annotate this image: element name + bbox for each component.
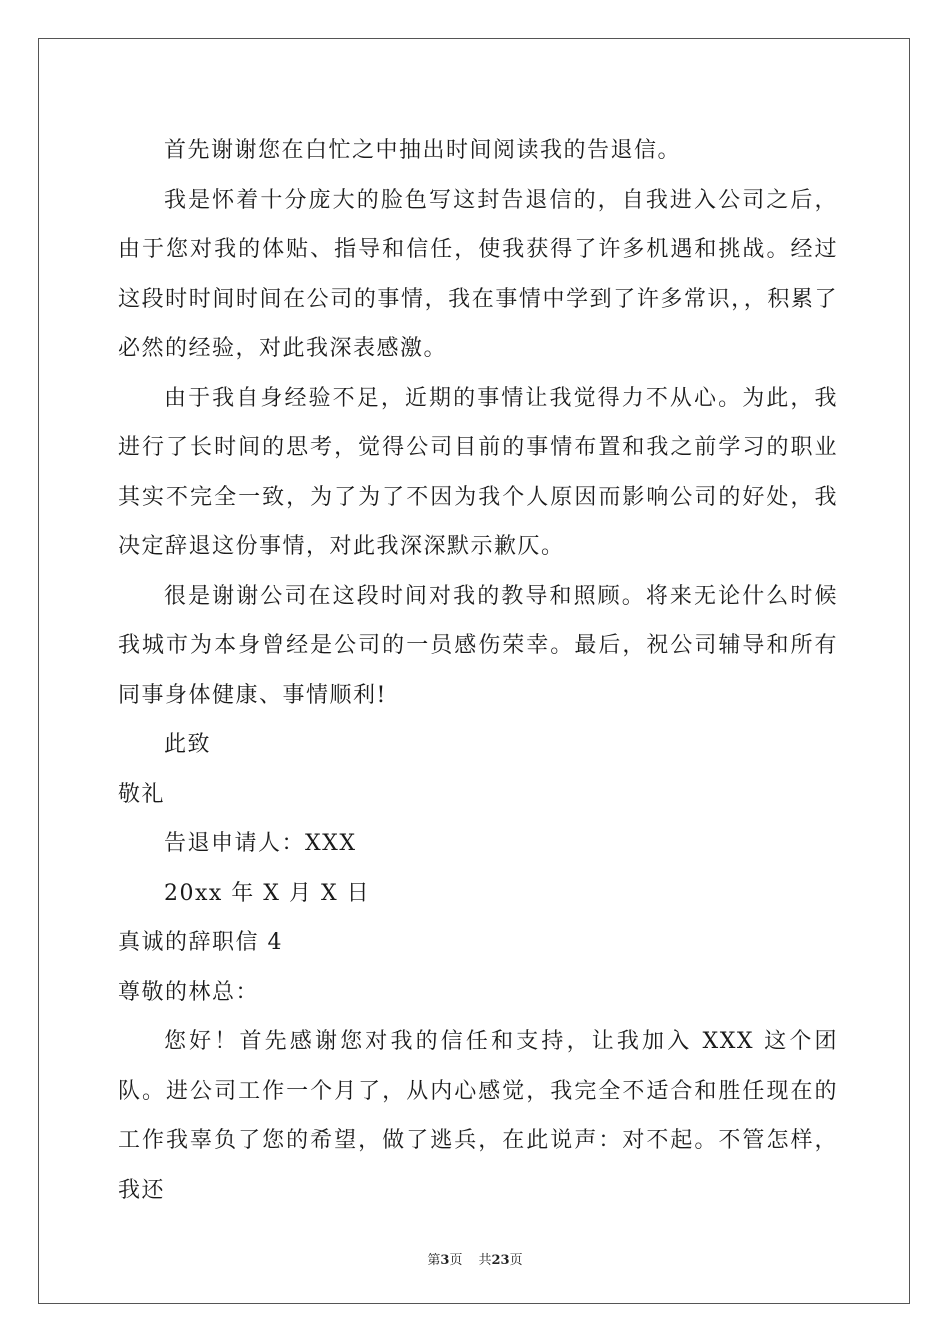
footer-page-suffix: 页 — [449, 1253, 463, 1268]
footer-page-prefix: 第 — [427, 1253, 441, 1268]
paragraph-closing-wishes: 很是谢谢公司在这段时间对我的教导和照顾。将来无论什么时候我城市为本身曾经是公司的一员感伤荣幸。最后，祝公司辅导和所有同事身体健康、事情顺利! — [118, 583, 838, 708]
signature-applicant: 告退申请人：XXX — [164, 831, 357, 856]
footer-page-number: 3 — [440, 1253, 450, 1268]
salutation-cizhi: 此致 — [164, 732, 212, 757]
footer-total-suffix: 页 — [509, 1253, 523, 1268]
section-title-letter-4: 真诚的辞职信 4 — [118, 930, 283, 955]
document-body — [118, 126, 838, 1215]
page-footer — [0, 1249, 950, 1268]
paragraph-opening-thanks: 首先谢谢您在白忙之中抽出时间阅读我的告退信。 — [164, 138, 682, 163]
footer-total-prefix: 共 — [478, 1253, 492, 1268]
salutation-jingli: 敬礼 — [118, 781, 166, 807]
footer-total-pages: 23 — [491, 1253, 510, 1268]
paragraph-reason: 由于我自身经验不足，近期的事情让我觉得力不从心。为此，我进行了长时间的思考，觉得公司目前的事情布置和我之前学习的职业其实不完全一致，为了为了不因为我个人原因而影响公司的好处，我决定辞退这份事情，对此我深深默示歉仄。 — [118, 385, 838, 559]
paragraph-gratitude: 我是怀着十分庞大的脸色写这封告退信的，自我进入公司之后，由于您对我的体贴、指导和信任，使我获得了许多机遇和挑战。经过这段时时间时间在公司的事情，我在事情中学到了许多常识，，积累了必然的经验，对此我深表感激。 — [118, 187, 838, 361]
paragraph-letter-4-body: 您好！首先感谢您对我的信任和支持，让我加入 XXX 这个团队。进公司工作一个月了，从内心感觉，我完全不适合和胜任现在的工作我辜负了您的希望，做了逃兵，在此说声：对不起。不管怎样，我还 — [118, 1029, 838, 1203]
letter-addressee: 尊敬的林总： — [118, 979, 260, 1005]
signature-date: 20xx 年 X 月 X 日 — [164, 880, 371, 906]
